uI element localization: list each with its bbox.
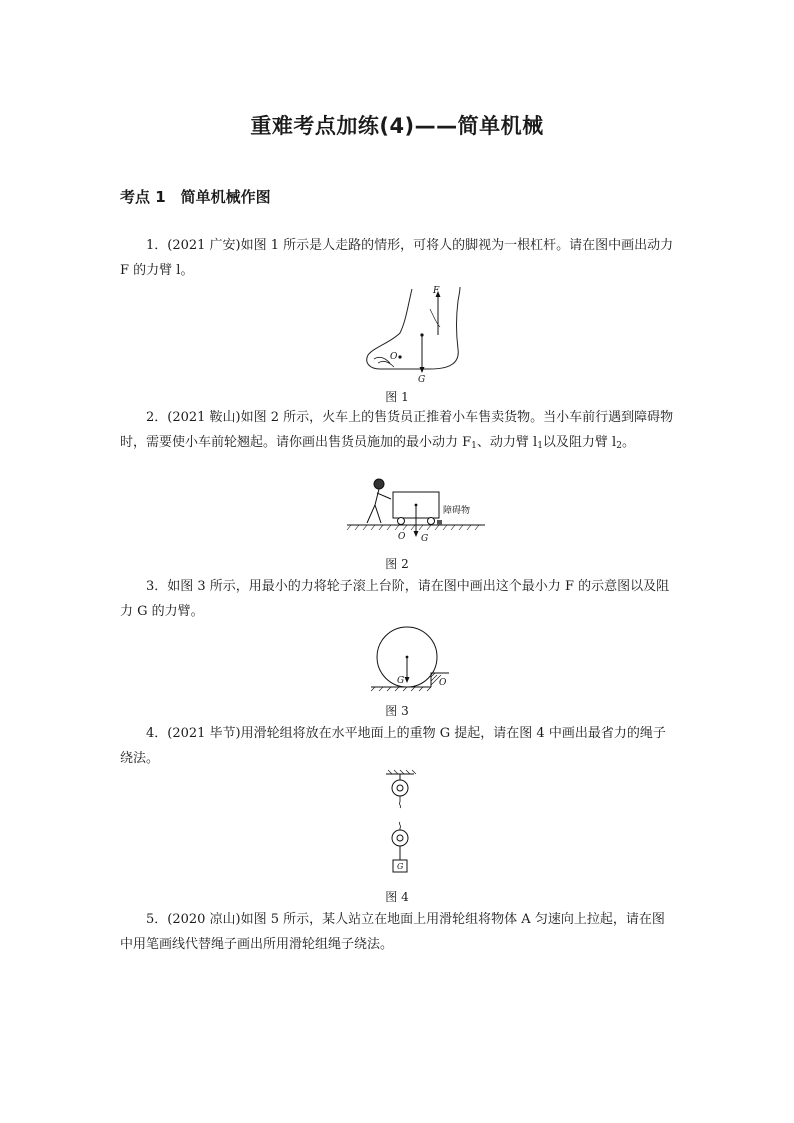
figure-2-caption: 图 2 (385, 557, 409, 571)
figure-3-caption: 图 3 (385, 704, 409, 718)
obstacle (437, 520, 442, 525)
q2-text-a: 2．(2021 鞍山)如图 2 所示，火车上的售货员正推着小车售卖货物。当小车前行遇到障碍物时，需要使小车前轮翘起。请你画出售货员施加的最小动力 F (120, 410, 674, 450)
question-4-text: 4．(2021 毕节)用滑轮组将放在水平地面上的重物 G 提起，请在图 4 中画出最省力的绳子绕法。 (120, 726, 666, 766)
figure-2-cart (345, 475, 495, 550)
q2-text-d: 。 (621, 435, 635, 450)
label-G: G (421, 534, 429, 544)
question-5-text: 5．(2020 凉山)如图 5 所示，某人站立在地面上用滑轮组将物体 A 匀速向上拉起，请在图中用笔画线代替绳子画出所用滑轮组绳子绕法。 (120, 912, 665, 952)
label-O: O (390, 352, 398, 362)
label-F: F (433, 286, 440, 296)
label-G: G (397, 862, 404, 871)
fixed-pulley (392, 780, 408, 796)
question-2-text (120, 405, 675, 459)
q2-sub-3: 2 (616, 441, 622, 451)
label-G: G (418, 375, 426, 385)
label-G: G (397, 676, 405, 686)
section-heading: 考点 1 简单机械作图 (120, 188, 271, 206)
figure-4-caption: 图 4 (385, 890, 409, 904)
page-title: 重难考点加练(4)——简单机械 (250, 114, 544, 138)
foot-outline (367, 287, 460, 369)
q2-text-c: 以及阻力臂 l (542, 435, 617, 450)
figure-3-wheel (365, 625, 455, 695)
figure-4-pulley-system (380, 770, 420, 880)
movable-pulley (392, 830, 408, 846)
figure-1-foot-lever (360, 283, 470, 383)
label-O: O (439, 678, 447, 688)
obstacle-label: 障碍物 (443, 506, 471, 516)
q2-text-b: 、动力臂 l (476, 435, 538, 450)
q2-sub-2: 1 (537, 441, 543, 451)
figure-1-caption: 图 1 (385, 390, 409, 404)
question-3-text: 3．如图 3 所示，用最小的力将轮子滚上台阶，请在图中画出这个最小力 F 的示意图以及阻力 G 的力臂。 (120, 579, 670, 619)
q2-sub-1: 1 (471, 441, 477, 451)
label-O: O (398, 532, 406, 542)
question-1-text: 1．(2021 广安)如图 1 所示是人走路的情形，可将人的脚视为一根杠杆。请在图中画出动力 F 的力臂 l。 (120, 238, 674, 278)
salesperson-figure (367, 479, 391, 523)
